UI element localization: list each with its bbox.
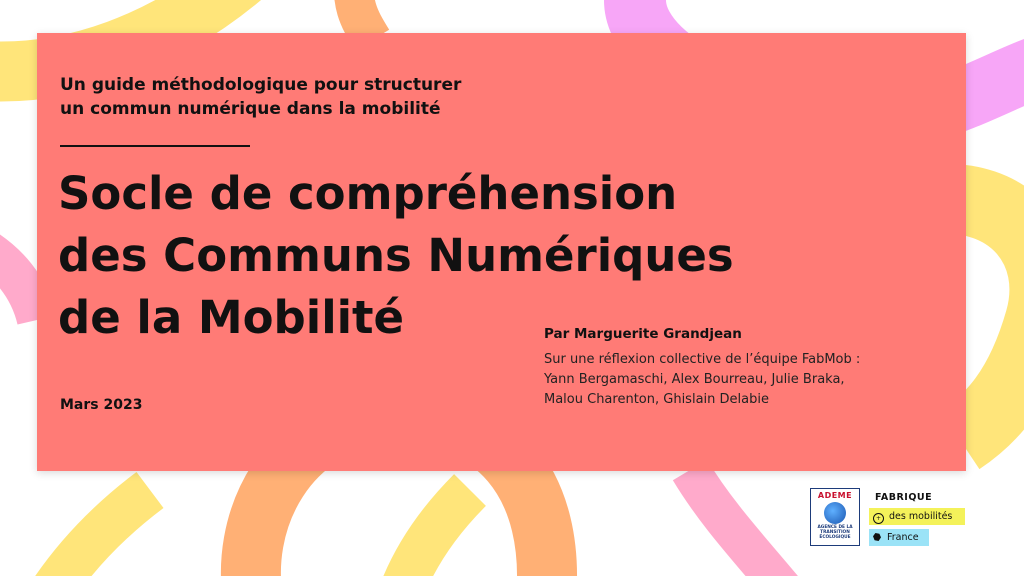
document-subtitle bbox=[60, 73, 560, 121]
collaborators-line: Sur une réflexion collective de l’équipe FabMob : bbox=[544, 352, 861, 367]
fabmob-logo-word: FABRIQUE bbox=[869, 489, 938, 506]
ademe-logo-tagline: TRANSITION bbox=[820, 530, 850, 535]
fabmob-logo-france bbox=[869, 529, 929, 546]
swirl-pink-bottom bbox=[690, 470, 800, 576]
collaborators bbox=[544, 350, 934, 410]
swirl-pink-left bbox=[0, 240, 37, 320]
author-line: Par Marguerite Grandjean bbox=[544, 326, 742, 342]
title-line: Socle de compréhension bbox=[58, 167, 678, 220]
fabmob-logo-line1: des mobilités bbox=[889, 511, 953, 522]
ademe-logo-tagline: AGENCE DE LA bbox=[817, 525, 853, 530]
fabmob-logo-mobilites bbox=[869, 508, 965, 525]
france-map-icon bbox=[873, 533, 881, 541]
subtitle-line: un commun numérique dans la mobilité bbox=[60, 99, 441, 119]
ademe-logo-name: ADEME bbox=[817, 491, 853, 500]
ademe-logo-tagline: ÉCOLOGIQUE bbox=[819, 535, 851, 540]
swirl-yellow-bottom bbox=[395, 490, 470, 576]
fabmob-logo-line2: France bbox=[887, 532, 919, 543]
collaborators-line: Malou Charenton, Ghislain Delabie bbox=[544, 392, 769, 407]
compass-icon: + bbox=[873, 513, 884, 524]
globe-icon bbox=[824, 502, 846, 524]
swirl-yellow-bottomleft bbox=[40, 490, 150, 576]
publication-date: Mars 2023 bbox=[60, 397, 143, 413]
collaborators-line: Yann Bergamaschi, Alex Bourreau, Julie Braka, bbox=[544, 372, 845, 387]
document-title bbox=[58, 163, 818, 349]
title-line: des Communs Numériques bbox=[58, 229, 734, 282]
title-line: de la Mobilité bbox=[58, 291, 405, 344]
ademe-logo bbox=[810, 488, 860, 546]
subtitle-line: Un guide méthodologique pour structurer bbox=[60, 75, 462, 95]
subtitle-divider bbox=[60, 145, 250, 147]
